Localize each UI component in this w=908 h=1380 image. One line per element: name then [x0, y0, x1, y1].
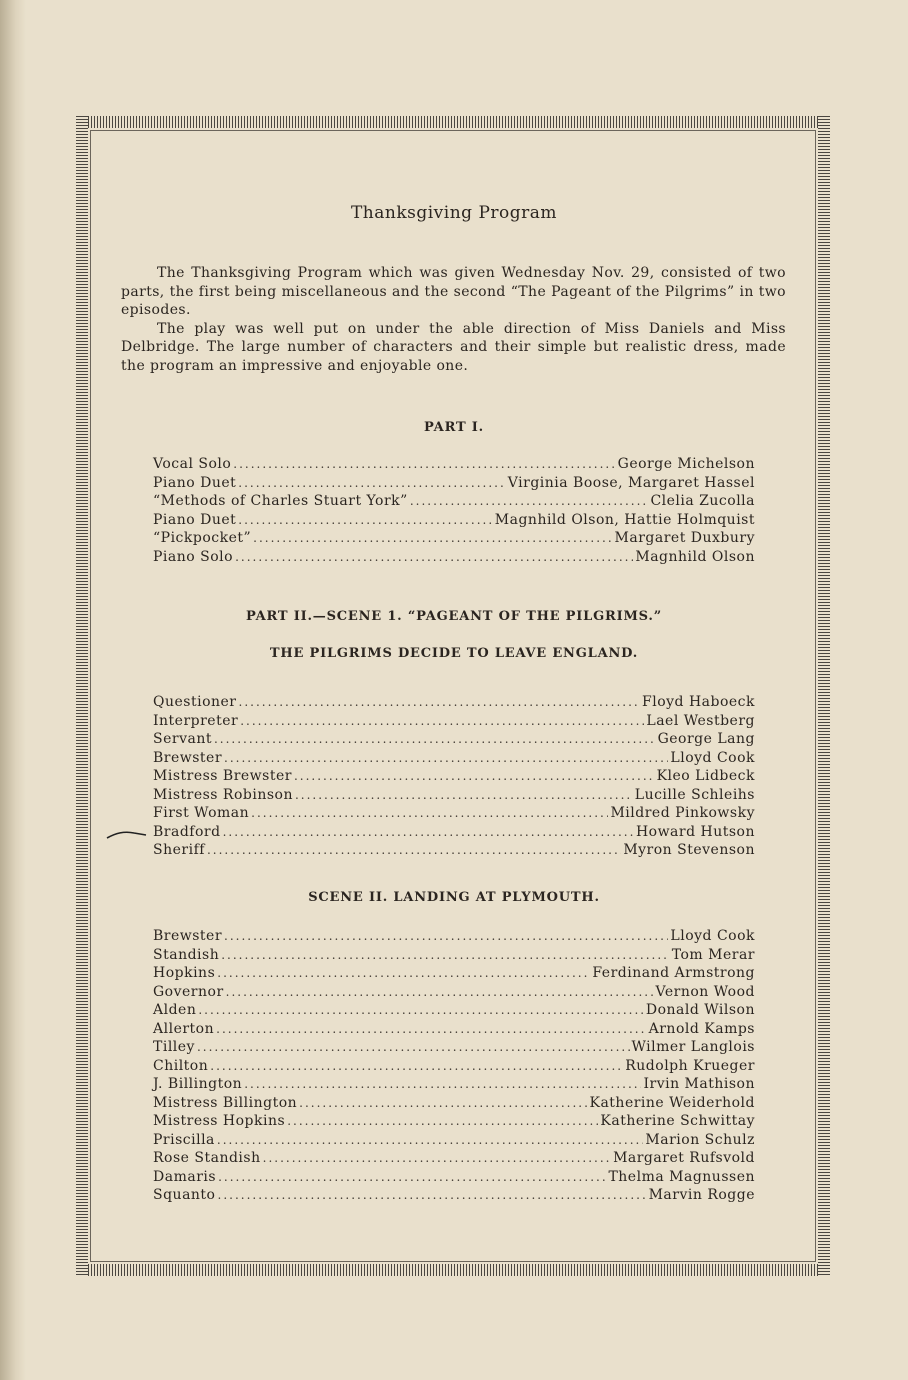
- program-row: [153, 749, 755, 768]
- program-row: [153, 1112, 755, 1131]
- dot-leader: [214, 730, 656, 749]
- role-label: Hopkins: [153, 965, 216, 981]
- program-row: [153, 1149, 755, 1168]
- part2-subheading: THE PILGRIMS DECIDE TO LEAVE ENGLAND.: [269, 646, 639, 661]
- role-label: Piano Solo: [153, 548, 234, 565]
- program-row: [153, 1131, 755, 1150]
- role-label: Piano Duet: [153, 511, 237, 528]
- program-row: [153, 548, 755, 567]
- role-label: Sheriff: [153, 842, 205, 858]
- program-row: [153, 964, 755, 983]
- role-label: Mistress Billington: [153, 1094, 298, 1111]
- performer-name: Arnold Kamps: [648, 1020, 755, 1037]
- dot-leader: [210, 1057, 623, 1076]
- performer-name: Clelia Zucolla: [650, 493, 755, 509]
- role-label: Servant: [153, 731, 212, 747]
- program-row: [153, 455, 755, 474]
- dot-leader: [223, 823, 634, 842]
- performer-name: Katherine Schwittay: [600, 1113, 755, 1129]
- dot-leader: [233, 455, 615, 474]
- performer-name: Katherine Weiderhold: [589, 1094, 755, 1111]
- dot-leader: [198, 1001, 644, 1020]
- scene2-heading: SCENE II. LANDING AT PLYMOUTH.: [308, 890, 600, 905]
- performer-name: Magnhild Olson: [635, 548, 755, 565]
- border-right: [818, 116, 830, 1276]
- border-top: [76, 116, 830, 128]
- program-row: [153, 1094, 755, 1113]
- performer-name: Mildred Pinkowsky: [610, 805, 755, 821]
- dot-leader: [295, 786, 633, 805]
- dot-leader: [217, 1131, 644, 1150]
- dot-leader: [224, 927, 668, 946]
- page-title: Thanksgiving Program: [350, 203, 558, 223]
- performer-name: Marvin Rogge: [648, 1187, 755, 1203]
- dot-leader: [253, 529, 612, 548]
- dot-leader: [294, 767, 655, 786]
- performer-name: Lael Westberg: [646, 712, 755, 729]
- program-row: [153, 529, 755, 548]
- dot-leader: [251, 804, 608, 823]
- role-label: Tilley: [153, 1039, 195, 1055]
- program-row: [153, 693, 755, 712]
- intro-text: [121, 264, 786, 375]
- role-label: Questioner: [153, 694, 237, 710]
- role-label: Brewster: [153, 928, 223, 944]
- role-label: “Methods of Charles Stuart York”: [153, 493, 408, 509]
- program-row: [153, 1038, 755, 1057]
- program-row: [153, 786, 755, 805]
- performer-name: Floyd Haboeck: [642, 694, 755, 710]
- performer-name: Margaret Duxbury: [614, 530, 755, 546]
- program-row: [153, 946, 755, 965]
- dot-leader: [238, 474, 505, 493]
- role-label: Mistress Brewster: [153, 768, 292, 784]
- dot-leader: [218, 1186, 647, 1205]
- performer-name: Lucille Schleihs: [634, 786, 755, 803]
- program-row: [153, 1186, 755, 1205]
- role-label: Allerton: [153, 1020, 215, 1037]
- program-row: [153, 1020, 755, 1039]
- role-label: Chilton: [153, 1057, 209, 1074]
- dot-leader: [235, 548, 633, 567]
- program-row: [153, 927, 755, 946]
- part2-cast-list: [153, 693, 755, 860]
- role-label: Priscilla: [153, 1131, 215, 1148]
- program-row: [153, 767, 755, 786]
- dot-leader: [207, 841, 621, 860]
- part1-list: [153, 455, 755, 566]
- role-label: Interpreter: [153, 712, 239, 729]
- dot-leader: [221, 946, 670, 965]
- scene2-cast-list: [153, 927, 755, 1205]
- pencil-mark: [106, 829, 150, 841]
- performer-name: Marion Schulz: [645, 1131, 755, 1148]
- performer-name: Lloyd Cook: [670, 928, 755, 944]
- performer-name: Myron Stevenson: [623, 842, 755, 858]
- performer-name: Ferdinand Armstrong: [592, 965, 755, 981]
- dot-leader: [218, 1168, 606, 1187]
- performer-name: Wilmer Langlois: [631, 1039, 755, 1055]
- dot-leader: [410, 492, 649, 511]
- program-row: [153, 1001, 755, 1020]
- role-label: J. Billington: [153, 1076, 243, 1092]
- performer-name: George Lang: [657, 731, 755, 747]
- performer-name: Vernon Wood: [655, 983, 755, 1000]
- performer-name: Margaret Rufsvold: [613, 1150, 755, 1166]
- performer-name: Tom Merar: [671, 946, 755, 963]
- program-row: [153, 492, 755, 511]
- performer-name: Rudolph Krueger: [625, 1057, 755, 1074]
- dot-leader: [239, 693, 641, 712]
- program-row: [153, 823, 755, 842]
- role-label: Damaris: [153, 1168, 217, 1185]
- part2-heading: PART II.—SCENE 1. “PAGEANT OF THE PILGRIMS.”: [246, 609, 662, 624]
- dot-leader: [224, 749, 668, 768]
- intro-paragraph-1: The Thanksgiving Program which was given Wednesday Nov. 29, consisted of two parts, the first being miscellaneous and the second “The Pageant of the Pilgrims” in two episodes.: [121, 265, 786, 318]
- program-row: [153, 474, 755, 493]
- part1-heading: PART I.: [424, 420, 484, 435]
- performer-name: Donald Wilson: [645, 1002, 755, 1018]
- performer-name: Virginia Boose, Margaret Hassel: [507, 474, 755, 491]
- role-label: Alden: [153, 1002, 197, 1018]
- role-label: Vocal Solo: [153, 456, 232, 472]
- performer-name: Magnhild Olson, Hattie Holmquist: [494, 511, 755, 528]
- role-label: Piano Duet: [153, 474, 237, 491]
- program-row: [153, 804, 755, 823]
- role-label: Mistress Hopkins: [153, 1113, 286, 1129]
- dot-leader: [226, 983, 654, 1002]
- performer-name: Lloyd Cook: [670, 749, 755, 766]
- program-row: [153, 1057, 755, 1076]
- dot-leader: [240, 712, 644, 731]
- dot-leader: [299, 1094, 587, 1113]
- role-label: Standish: [153, 946, 220, 963]
- performer-name: Howard Hutson: [635, 823, 755, 840]
- performer-name: George Michelson: [617, 456, 755, 472]
- dot-leader: [263, 1149, 611, 1168]
- dot-leader: [244, 1075, 641, 1094]
- border-left: [76, 116, 88, 1276]
- performer-name: Irvin Mathison: [643, 1076, 755, 1092]
- role-label: First Woman: [153, 805, 250, 821]
- role-label: Rose Standish: [153, 1150, 261, 1166]
- dot-leader: [287, 1112, 598, 1131]
- program-row: [153, 511, 755, 530]
- role-label: Mistress Robinson: [153, 786, 293, 803]
- intro-paragraph-2: The play was well put on under the able direction of Miss Daniels and Miss Delbridge. The large number of characters and their simple but realistic dress, made the program an impressive and enjoyable one.: [121, 320, 786, 374]
- program-row: [153, 730, 755, 749]
- dot-leader: [216, 1020, 647, 1039]
- program-row: [153, 712, 755, 731]
- role-label: “Pickpocket”: [153, 530, 252, 546]
- program-row: [153, 1075, 755, 1094]
- performer-name: Kleo Lidbeck: [656, 768, 755, 784]
- role-label: Brewster: [153, 749, 223, 766]
- program-row: [153, 841, 755, 860]
- role-label: Squanto: [153, 1187, 216, 1203]
- program-row: [153, 1168, 755, 1187]
- performer-name: Thelma Magnussen: [608, 1168, 755, 1185]
- dot-leader: [238, 511, 492, 530]
- role-label: Governor: [153, 983, 224, 1000]
- dot-leader: [197, 1038, 630, 1057]
- border-bottom: [76, 1264, 830, 1276]
- dot-leader: [217, 964, 590, 983]
- program-row: [153, 983, 755, 1002]
- role-label: Bradford: [153, 823, 221, 840]
